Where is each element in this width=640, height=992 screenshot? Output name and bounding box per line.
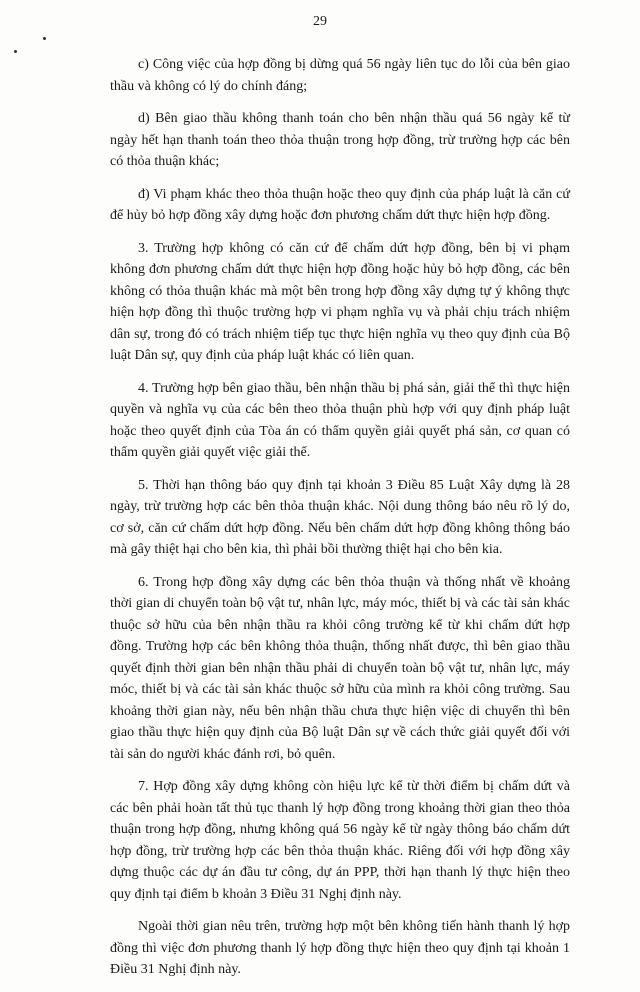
scan-speck <box>43 37 46 40</box>
paragraph-4: 4. Trường hợp bên giao thầu, bên nhận thầu bị phá sản, giải thể thì thực hiện quyền và nghĩa vụ của các bên theo thỏa thuận phù hợp với quy định pháp luật hoặc theo quyết định của Tòa án có thẩm quyền giải quyết phá sản, cơ quan có thẩm quyền giải quyết việc giải thể. <box>110 380 570 460</box>
paragraph-dd: đ) Vi phạm khác theo thỏa thuận hoặc theo quy định của pháp luật là căn cứ để hủy bỏ hợp đồng xây dựng hoặc đơn phương chấm dứt thực hiện hợp đồng. <box>110 186 570 223</box>
page-number: 29 <box>313 14 327 29</box>
paragraph-7-continued: Ngoài thời gian nêu trên, trường hợp một bên không tiến hành thanh lý hợp đồng thì việc đơn phương thanh lý hợp đồng thực hiện theo quy định tại khoản 1 Điều 31 Nghị định này. <box>110 919 570 977</box>
paragraph-c: c) Công việc của hợp đồng bị dừng quá 56 ngày liên tục do lỗi của bên giao thầu và không có lý do chính đáng; <box>110 57 570 94</box>
paragraph-7: 7. Hợp đồng xây dựng không còn hiệu lực kể từ thời điểm bị chấm dứt và các bên phải hoàn tất thủ tục thanh lý hợp đồng trong khoảng thời gian theo thỏa thuận trong hợp đồng, nhưng không quá 56 ngày kể từ ngày thông báo chấm dứt hợp đồng, trừ trường hợp các bên thỏa thuận khác. Riêng đối với hợp đồng xây dựng thuộc các dự án đầu tư công, dự án PPP, thời hạn thanh lý thực hiện theo quy định tại điểm b khoản 3 Điều 31 Nghị định này. <box>110 779 570 902</box>
paragraph-d: d) Bên giao thầu không thanh toán cho bên nhận thầu quá 56 ngày kể từ ngày hết hạn thanh toán theo thỏa thuận trong hợp đồng, trừ trường hợp các bên có thỏa thuận khác; <box>110 111 570 169</box>
scan-speck <box>14 50 17 53</box>
paragraph-3: 3. Trường hợp không có căn cứ để chấm dứt hợp đồng, bên bị vi phạm không đơn phương chấm dứt thực hiện hợp đồng hoặc hủy bỏ hợp đồng, các bên không có thỏa thuận khác mà một bên trong hợp đồng xây dựng tự ý không thực hiện hợp đồng thì thuộc trường hợp vi phạm nghĩa vụ và phải chịu trách nhiệm dân sự, trong đó có trách nhiệm tiếp tục thực hiện nghĩa vụ theo quy định của Bộ luật Dân sự, quy định của pháp luật khác có liên quan. <box>110 240 570 363</box>
body-text <box>110 54 570 992</box>
paragraph-5: 5. Thời hạn thông báo quy định tại khoản 3 Điều 85 Luật Xây dựng là 28 ngày, trừ trường hợp các bên thỏa thuận khác. Nội dung thông báo nêu rõ lý do, cơ sở, căn cứ chấm dứt hợp đồng. Nếu bên chấm dứt hợp đồng không thông báo mà gây thiệt hại cho bên kia, thì phải bồi thường thiệt hại cho bên kia. <box>110 477 570 557</box>
paragraph-6: 6. Trong hợp đồng xây dựng các bên thỏa thuận và thống nhất về khoảng thời gian di chuyển toàn bộ vật tư, nhân lực, máy móc, thiết bị và các tài sản khác thuộc sở hữu của bên nhận thầu ra khỏi công trường kể từ khi chấm dứt hợp đồng. Trường hợp các bên không thỏa thuận, thống nhất được, thì bên giao thầu quyết định thời gian bên nhận thầu phải di chuyển toàn bộ vật tư, nhân lực, máy móc, thiết bị và các tài sản khác thuộc sở hữu của mình ra khỏi công trường. Sau khoảng thời gian này, nếu bên nhận thầu chưa thực hiện việc di chuyển thì bên giao thầu thực hiện quy định của Bộ luật Dân sự về cách thức giải quyết đối với tài sản do người khác đánh rơi, bỏ quên. <box>110 574 570 762</box>
